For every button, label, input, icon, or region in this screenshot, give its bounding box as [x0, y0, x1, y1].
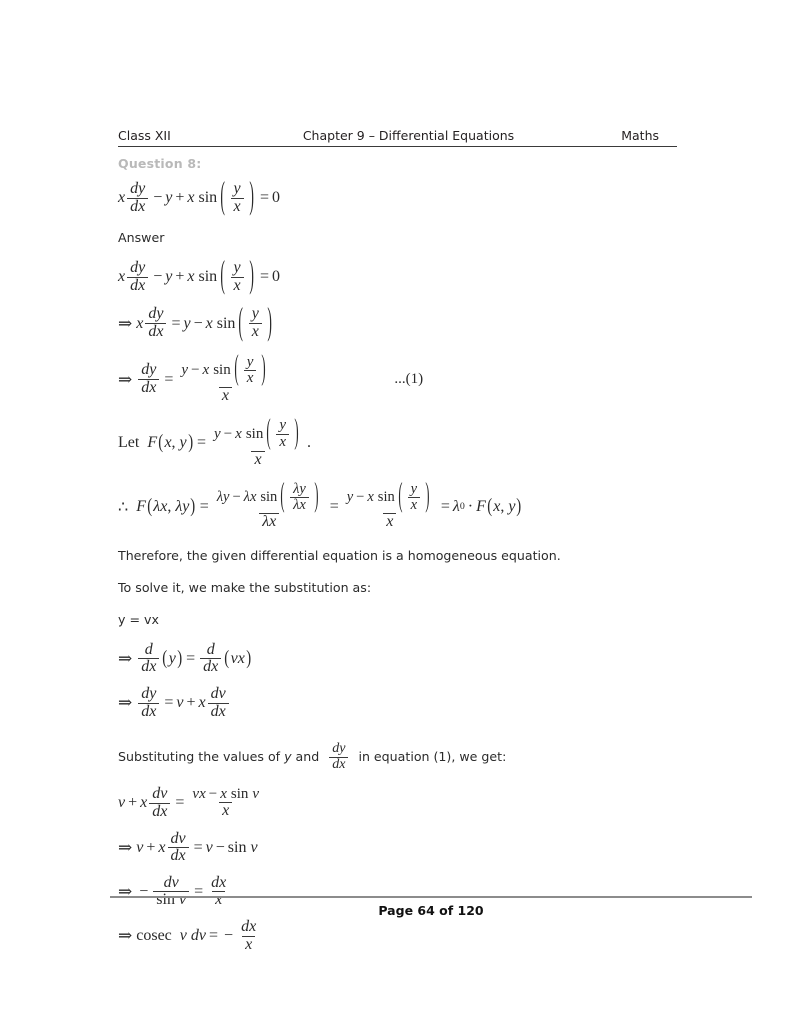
fraction-denominator: dx	[127, 198, 148, 216]
symbol-v: v	[118, 794, 126, 812]
symbol-y: y	[183, 314, 191, 332]
symbol-period: .	[307, 434, 312, 452]
operator-minus: −	[232, 489, 241, 506]
function-sin: sin	[156, 891, 175, 909]
fraction-denominator: dx	[208, 703, 229, 721]
symbol-x: x	[140, 794, 148, 812]
equation-sub-derivative	[118, 642, 718, 676]
operator-plus: +	[175, 268, 185, 286]
big-parenthesis-group	[277, 477, 321, 516]
fraction-numerator: y	[233, 180, 241, 197]
operator-equals: =	[164, 694, 174, 712]
conclusion-homogeneous: Therefore, the given differential equation is a homogeneous equation.	[118, 548, 561, 564]
operator-minus: −	[153, 268, 163, 286]
symbol-y: y	[165, 189, 173, 207]
symbol-x: x	[160, 497, 168, 515]
question-label: Question 8:	[118, 156, 202, 171]
symbol-v: v	[252, 785, 260, 802]
paren-right: )	[425, 477, 430, 516]
symbol-F: F	[136, 497, 146, 515]
fraction-y-x	[231, 181, 244, 215]
fraction-numerator: dy	[130, 180, 146, 197]
fraction-denominator: x	[231, 277, 244, 295]
fraction-y-x	[408, 482, 420, 513]
paren-left: (	[220, 176, 226, 217]
fraction-big	[344, 477, 436, 531]
symbol-x: x	[237, 649, 245, 667]
symbol-lambda: λ	[262, 513, 270, 531]
big-parenthesis-group	[263, 413, 302, 452]
fraction-dx-x	[238, 919, 259, 953]
paren-right: )	[190, 495, 196, 517]
fraction-numerator	[290, 482, 309, 497]
fraction-dy-dx	[329, 742, 348, 772]
fraction-numerator: dv	[210, 684, 226, 702]
function-sin: sin	[216, 314, 236, 332]
fraction-numerator: dv	[163, 873, 179, 891]
symbol-zero: 0	[271, 189, 280, 207]
operator-minus: −	[139, 882, 149, 900]
symbol-x: x	[164, 434, 172, 452]
big-parenthesis-group	[235, 302, 275, 343]
operator-minus: −	[153, 189, 163, 207]
fraction-numerator: d	[144, 640, 153, 658]
fraction-denominator	[290, 497, 309, 513]
fraction-big	[211, 413, 305, 468]
function-sin: sin	[213, 361, 231, 378]
fraction-denominator: x	[251, 451, 264, 469]
substituting-suffix: in equation (1), we get:	[358, 748, 507, 764]
operator-minus: −	[215, 838, 225, 856]
symbol-F: F	[476, 497, 486, 515]
fraction-d-dx	[200, 642, 221, 676]
symbol-lambda: λ	[243, 489, 250, 506]
symbol-x: x	[235, 425, 242, 442]
paren-left: (	[238, 302, 244, 343]
symbol-y: y	[181, 361, 189, 378]
paren-group-y	[161, 647, 183, 670]
substituting-variable-y: y	[284, 748, 292, 764]
symbol-v: v	[205, 838, 213, 856]
paren-right: )	[267, 302, 272, 343]
operator-equals: =	[171, 314, 181, 332]
symbol-implies: ⇒	[118, 926, 133, 946]
operator-equals: =	[259, 268, 269, 286]
symbol-lambda: λ	[452, 497, 460, 515]
fraction-denominator	[259, 513, 279, 531]
equation-sub-derivative-2	[118, 686, 718, 720]
substitution-value: y = vx	[118, 611, 159, 627]
substituting-prefix: Substituting the values of	[118, 748, 281, 764]
fraction-numerator: dx	[241, 918, 257, 936]
big-parenthesis-group	[395, 477, 433, 516]
fraction-dy-dx	[138, 362, 159, 396]
function-sin: sin	[198, 189, 218, 207]
fraction-vx-sinv-over-x	[189, 787, 262, 820]
symbol-v: v	[136, 838, 144, 856]
symbol-lambda: λ	[293, 481, 300, 498]
symbol-x: x	[493, 497, 501, 515]
symbol-x: x	[198, 694, 206, 712]
symbol-y: y	[346, 489, 354, 506]
symbol-y: y	[165, 268, 173, 286]
inline-fraction-dy-dx	[327, 742, 350, 772]
equation-after-sub	[118, 786, 718, 820]
fraction-numerator	[189, 787, 262, 803]
operator-plus: +	[186, 694, 196, 712]
operator-minus: −	[356, 489, 365, 506]
fraction-lambda-y-lambda-x	[290, 482, 309, 513]
symbol-y: y	[508, 497, 516, 515]
fraction-denominator: x	[219, 802, 232, 820]
symbol-x: x	[205, 314, 213, 332]
fraction-denominator: x	[212, 891, 225, 909]
symbol-y: y	[168, 649, 176, 667]
operator-minus: −	[223, 425, 233, 442]
equation-tag-1: ...(1)	[394, 371, 424, 388]
operator-equals: =	[196, 434, 207, 452]
exponent-zero: 0	[459, 501, 465, 513]
symbol-x: x	[299, 497, 306, 514]
fraction-denominator: x	[249, 323, 262, 341]
operator-equals: =	[164, 370, 174, 388]
substituting-line	[118, 742, 718, 772]
fraction-numerator: dy	[130, 259, 146, 277]
fraction-denominator: dx	[329, 757, 348, 773]
footer-page-number: Page 64 of 120	[378, 903, 484, 918]
equation-homogeneity	[118, 477, 718, 531]
symbol-x: x	[249, 489, 257, 506]
symbol-v: v	[179, 927, 187, 945]
fraction-y-x	[244, 355, 257, 387]
fraction-denominator: dx	[200, 658, 221, 676]
big-parenthesis-group	[217, 256, 257, 297]
fraction-numerator: dy	[148, 305, 164, 323]
symbol-x: x	[118, 189, 126, 207]
operator-equals: =	[259, 189, 269, 207]
symbol-dv: dv	[190, 927, 206, 945]
function-sin: sin	[227, 838, 247, 856]
symbol-x: x	[136, 314, 144, 332]
operator-equals: =	[175, 794, 185, 812]
paren-right: )	[516, 495, 522, 517]
fraction-denominator: dx	[138, 703, 159, 721]
symbol-implies: ⇒	[118, 693, 133, 713]
paren-right: )	[261, 350, 267, 388]
paren-left: (	[398, 477, 403, 516]
fraction-y-x	[231, 260, 244, 294]
fraction-numerator	[211, 413, 305, 452]
paren-left: (	[234, 350, 239, 388]
header-class: Class XII	[118, 128, 171, 143]
operator-plus: +	[128, 794, 138, 812]
header-subject: Maths	[621, 128, 659, 143]
symbol-therefore: ∴	[118, 498, 129, 516]
symbol-y: y	[179, 434, 187, 452]
paren-right: )	[249, 256, 254, 297]
fraction-dv-dx	[208, 686, 229, 720]
symbol-lambda: λ	[175, 497, 183, 515]
fraction-denominator: dx	[168, 847, 189, 865]
symbol-x: x	[367, 489, 374, 506]
fraction-numerator: y	[233, 259, 241, 277]
symbol-x: x	[118, 268, 126, 286]
big-parenthesis-group	[231, 350, 270, 388]
fraction-denominator: x	[242, 936, 255, 954]
substitution-intro: To solve it, we make the substitution as:	[118, 579, 372, 595]
fraction-big	[178, 350, 272, 405]
symbol-y: y	[299, 481, 306, 498]
paren-right: )	[314, 477, 319, 516]
function-sin: sin	[377, 489, 395, 506]
fraction-numerator: dy	[332, 741, 346, 757]
symbol-v: v	[176, 694, 184, 712]
function-sin: sin	[245, 425, 264, 442]
symbol-v: v	[230, 649, 238, 667]
equation-after-sub-2	[118, 831, 718, 865]
operator-plus: +	[146, 838, 156, 856]
equation-step-3	[118, 350, 274, 405]
paren-right: )	[246, 647, 251, 670]
symbol-comma: ,	[500, 497, 505, 515]
fraction-denominator: x	[408, 497, 420, 513]
equation-step-3-row	[118, 350, 718, 405]
fraction-denominator: x	[276, 434, 289, 451]
paren-left: (	[158, 431, 164, 454]
fraction-denominator: x	[383, 513, 396, 531]
function-cosec: cosec	[136, 927, 172, 945]
paren-left: (	[280, 477, 285, 516]
fraction-dv-dx	[149, 786, 170, 820]
paren-left: (	[220, 256, 226, 297]
fraction-numerator: y	[251, 305, 259, 323]
operator-equals: =	[194, 882, 204, 900]
symbol-zero: 0	[271, 268, 280, 286]
function-sin: sin	[198, 268, 218, 286]
fraction-d-dx	[138, 642, 159, 676]
substituting-and: and	[295, 748, 320, 764]
symbol-implies: ⇒	[118, 313, 133, 333]
operator-equals: =	[193, 838, 203, 856]
symbol-x: x	[187, 268, 195, 286]
symbol-x: x	[269, 513, 277, 531]
page-header	[118, 128, 677, 147]
symbol-lambda: λ	[293, 497, 300, 514]
fraction-denominator: dx	[145, 323, 166, 341]
operator-minus: −	[224, 927, 234, 945]
fraction-dy-dx	[145, 306, 166, 340]
equation-define-F	[118, 413, 718, 468]
paren-group-lambda-xy	[146, 495, 197, 517]
operator-equals: =	[186, 649, 196, 667]
symbol-y: y	[223, 489, 230, 506]
symbol-x: x	[220, 785, 227, 802]
fraction-numerator: y	[410, 481, 417, 498]
symbol-v: v	[192, 785, 200, 802]
fraction-numerator: dy	[141, 361, 157, 379]
paren-right: )	[249, 176, 254, 217]
paren-group-xy	[486, 495, 523, 517]
paren-left: (	[147, 495, 153, 517]
equation-step-2	[118, 302, 718, 343]
paren-left: (	[487, 495, 492, 517]
operator-plus: +	[175, 189, 185, 207]
fraction-big-lambda	[214, 477, 325, 531]
fraction-denominator: dx	[149, 803, 170, 821]
fraction-denominator: dx	[138, 379, 159, 397]
symbol-x: x	[187, 189, 195, 207]
operator-equals: =	[329, 497, 339, 515]
symbol-implies: ⇒	[118, 881, 133, 901]
operator-minus: −	[191, 361, 200, 378]
header-chapter: Chapter 9 – Differential Equations	[302, 128, 515, 143]
fraction-denominator: dx	[127, 277, 148, 295]
big-parenthesis-group	[217, 176, 257, 217]
fraction-numerator: dx	[211, 873, 227, 891]
fraction-numerator	[214, 477, 325, 516]
symbol-x: x	[199, 785, 206, 802]
fraction-denominator: x	[231, 198, 244, 216]
symbol-comma: ,	[171, 434, 176, 452]
fraction-y-x	[249, 306, 262, 340]
paren-right: )	[187, 431, 193, 454]
symbol-implies: ⇒	[118, 837, 133, 857]
symbol-v: v	[178, 891, 187, 909]
fraction-dv-dx	[168, 831, 189, 865]
fraction-denominator: dx	[138, 658, 159, 676]
symbol-implies: ⇒	[118, 648, 133, 668]
fraction-dy-dx	[127, 260, 148, 294]
fraction-numerator: y	[246, 353, 254, 370]
fraction-numerator: dv	[170, 829, 186, 847]
operator-equals: =	[209, 927, 219, 945]
operator-minus: −	[193, 314, 203, 332]
paren-group-xy	[157, 431, 194, 454]
paren-right: )	[294, 413, 299, 452]
equation-given	[118, 176, 718, 217]
symbol-x: x	[158, 838, 166, 856]
fraction-numerator	[344, 477, 436, 516]
footer-divider	[110, 896, 752, 898]
answer-label: Answer	[118, 230, 165, 246]
symbol-implies: ⇒	[118, 369, 133, 389]
fraction-denominator: x	[219, 387, 232, 405]
operator-minus: −	[208, 785, 218, 802]
page-content	[118, 156, 718, 953]
equation-separated-2	[118, 919, 718, 953]
symbol-y: y	[214, 425, 221, 442]
fraction-numerator	[178, 350, 272, 388]
symbol-x: x	[202, 361, 210, 378]
symbol-lambda: λ	[216, 489, 224, 506]
symbol-comma: ,	[167, 497, 172, 515]
symbol-v: v	[250, 838, 258, 856]
paren-left: (	[224, 647, 230, 670]
paren-group-vx	[223, 647, 252, 670]
operator-dot: ·	[467, 497, 474, 515]
fraction-numerator: d	[206, 640, 215, 658]
paren-right: )	[177, 647, 182, 670]
fraction-denominator: x	[244, 370, 257, 387]
symbol-F: F	[147, 434, 158, 452]
fraction-dy-dx	[127, 181, 148, 215]
symbol-lambda: λ	[153, 497, 161, 515]
paren-left: (	[266, 413, 271, 452]
fraction-numerator: dv	[152, 785, 168, 803]
let-label: Let	[118, 434, 140, 452]
fraction-numerator: y	[279, 417, 287, 434]
function-sin: sin	[230, 785, 249, 802]
fraction-numerator: dy	[141, 684, 157, 702]
function-sin: sin	[260, 489, 278, 506]
fraction-y-x	[276, 418, 289, 450]
equation-step-1	[118, 256, 718, 297]
operator-equals: =	[440, 497, 450, 515]
paren-left: (	[162, 647, 168, 670]
operator-equals: =	[199, 497, 209, 515]
symbol-y: y	[182, 497, 190, 515]
fraction-dy-dx	[138, 686, 159, 720]
